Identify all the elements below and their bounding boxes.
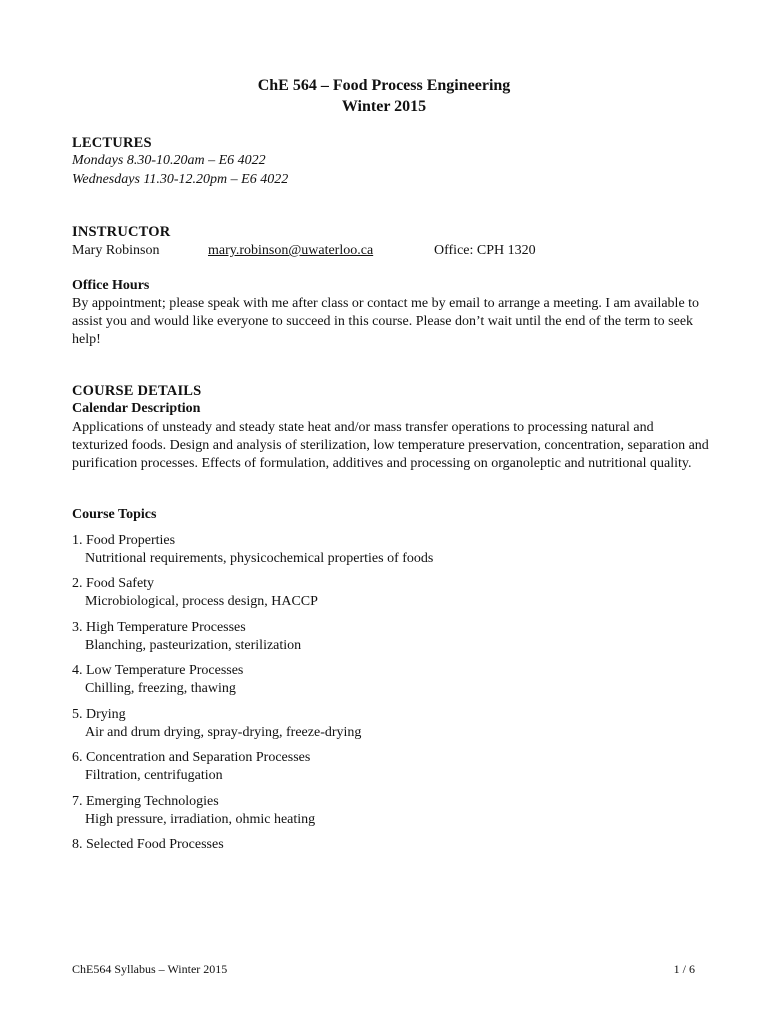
lecture-time-monday: Mondays 8.30-10.20am – E6 4022 xyxy=(72,153,266,168)
topic-item: 3. High Temperature Processes xyxy=(72,620,246,635)
topic-subtext: High pressure, irradiation, ohmic heating xyxy=(85,812,316,827)
instructor-name: Mary Robinson xyxy=(72,243,160,258)
office-hours-text: By appointment; please speak with me after class or contact me by email to arrange a meeting. I am available to assist you and would like everyone to succeed in this course. Please don’t wait until the end of the term to seek help! xyxy=(72,296,700,347)
page-number: 1 / 6 xyxy=(673,962,695,976)
topic-subtext: Chilling, freezing, thawing xyxy=(85,681,236,696)
instructor-email-link[interactable]: mary.robinson@uwaterloo.ca xyxy=(208,243,374,258)
topic-item: 4. Low Temperature Processes xyxy=(72,663,244,678)
topic-item: 7. Emerging Technologies xyxy=(72,794,219,809)
topic-subtext: Nutritional requirements, physicochemical properties of foods xyxy=(85,551,434,566)
course-details-heading: COURSE DETAILS xyxy=(72,383,202,399)
topic-subtext: Filtration, centrifugation xyxy=(85,768,223,783)
topic-item: 2. Food Safety xyxy=(72,576,155,591)
topic-item: 1. Food Properties xyxy=(72,533,176,548)
lecture-time-wednesday: Wednesdays 11.30-12.20pm – E6 4022 xyxy=(72,172,289,187)
topic-item: 5. Drying xyxy=(72,707,126,722)
office-hours-heading: Office Hours xyxy=(72,278,150,293)
calendar-description-heading: Calendar Description xyxy=(72,401,201,416)
course-term: Winter 2015 xyxy=(341,98,427,115)
topic-item: 8. Selected Food Processes xyxy=(72,837,224,852)
instructor-heading: INSTRUCTOR xyxy=(72,224,171,240)
course-title: ChE 564 – Food Process Engineering xyxy=(257,77,511,94)
lectures-heading: LECTURES xyxy=(72,135,152,151)
footer-title: ChE564 Syllabus – Winter 2015 xyxy=(72,962,228,976)
topic-item: 6. Concentration and Separation Processes xyxy=(72,750,311,765)
calendar-description-text: Applications of unsteady and steady state heat and/or mass transfer operations to processing natural and texturized foods. Design and analysis of sterilization, low temperature preservation, concentration, separation and purification processes. Effects of formulation, additives and processing on organoleptic and nutritional quality. xyxy=(72,420,709,471)
topic-subtext: Microbiological, process design, HACCP xyxy=(85,594,318,609)
instructor-office: Office: CPH 1320 xyxy=(434,243,536,258)
topic-subtext: Blanching, pasteurization, sterilization xyxy=(85,638,302,653)
course-topics-heading: Course Topics xyxy=(72,507,157,522)
topic-subtext: Air and drum drying, spray-drying, freeze-drying xyxy=(85,725,362,740)
